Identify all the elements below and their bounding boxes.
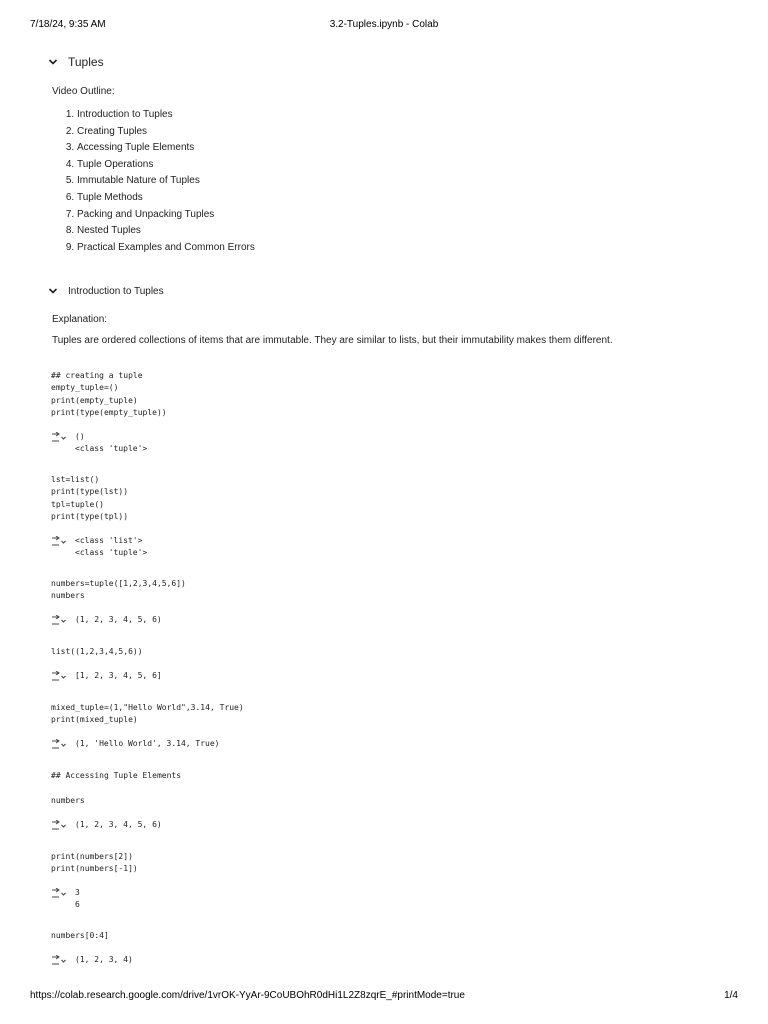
code-cell[interactable]: numbers[0:4] bbox=[51, 931, 109, 940]
output-text: (1, 2, 3, 4) bbox=[75, 955, 133, 964]
output-toggle-icon[interactable] bbox=[51, 888, 67, 899]
cell-output bbox=[51, 887, 80, 910]
output-toggle-icon[interactable] bbox=[51, 536, 67, 547]
output-text: (1, 'Hello World', 3.14, True) bbox=[75, 739, 220, 748]
output-text: 3 6 bbox=[75, 888, 80, 909]
output-text: [1, 2, 3, 4, 5, 6] bbox=[75, 671, 162, 680]
output-toggle-icon[interactable] bbox=[51, 615, 67, 626]
chevron-down-icon[interactable] bbox=[46, 55, 60, 69]
code-cell[interactable]: mixed_tuple=(1,"Hello World",3.14, True) print(mixed_tuple) bbox=[51, 703, 244, 725]
outline-label: Video Outline: bbox=[52, 86, 115, 97]
cell-output bbox=[51, 535, 147, 558]
list-item: 8. Nested Tuples bbox=[77, 223, 255, 240]
cell-output bbox=[51, 954, 133, 966]
output-toggle-icon[interactable] bbox=[51, 671, 67, 682]
list-item: 5. Immutable Nature of Tuples bbox=[77, 173, 255, 190]
code-cell[interactable]: print(numbers[2]) print(numbers[-1]) bbox=[51, 852, 138, 874]
code-cell[interactable]: numbers bbox=[51, 796, 85, 805]
section-heading-tuples[interactable] bbox=[46, 55, 104, 69]
code-cell[interactable]: list((1,2,3,4,5,6)) bbox=[51, 647, 143, 656]
output-text: (1, 2, 3, 4, 5, 6) bbox=[75, 820, 162, 829]
list-item: 6. Tuple Methods bbox=[77, 190, 255, 207]
list-item: 9. Practical Examples and Common Errors bbox=[77, 240, 255, 257]
code-cell[interactable]: ## creating a tuple empty_tuple=() print(empty_tuple) print(type(empty_tuple)) bbox=[51, 371, 167, 418]
list-item: 1. Introduction to Tuples bbox=[77, 107, 255, 124]
code-cell[interactable]: lst=list() print(type(lst)) tpl=tuple() print(type(tpl)) bbox=[51, 475, 129, 522]
explanation-text: Tuples are ordered collections of items that are immutable. They are similar to lists, but their immutability makes them different. bbox=[52, 335, 613, 346]
output-text: (1, 2, 3, 4, 5, 6) bbox=[75, 615, 162, 624]
cell-output bbox=[51, 614, 162, 626]
code-cell[interactable]: numbers=tuple([1,2,3,4,5,6]) numbers bbox=[51, 579, 186, 601]
cell-output bbox=[51, 670, 162, 682]
outline-list bbox=[52, 107, 255, 256]
print-header bbox=[30, 19, 738, 33]
section-title: Tuples bbox=[68, 55, 104, 69]
explanation-label: Explanation: bbox=[52, 314, 108, 325]
cell-output bbox=[51, 738, 220, 750]
list-item: 4. Tuple Operations bbox=[77, 157, 255, 174]
page-number: 1/4 bbox=[724, 990, 738, 1001]
output-toggle-icon[interactable] bbox=[51, 739, 67, 750]
print-footer bbox=[30, 990, 738, 1004]
print-document-title: 3.2-Tuples.ipynb - Colab bbox=[329, 19, 439, 30]
section-title: Introduction to Tuples bbox=[68, 285, 164, 297]
output-text: <class 'list'> <class 'tuple'> bbox=[75, 536, 148, 557]
cell-output bbox=[51, 431, 147, 454]
cell-output bbox=[51, 819, 162, 831]
output-text: () <class 'tuple'> bbox=[75, 432, 148, 453]
list-item: 3. Accessing Tuple Elements bbox=[77, 140, 255, 157]
chevron-down-icon[interactable] bbox=[46, 284, 60, 298]
list-item: 2. Creating Tuples bbox=[77, 124, 255, 141]
list-item: 7. Packing and Unpacking Tuples bbox=[77, 207, 255, 224]
output-toggle-icon[interactable] bbox=[51, 432, 67, 443]
output-toggle-icon[interactable] bbox=[51, 820, 67, 831]
print-url: https://colab.research.google.com/drive/1vrOK-YyAr-9CoUBOhR0dHi1L2Z8zqrE_#printMode=true bbox=[30, 990, 465, 1001]
section-heading-introduction[interactable] bbox=[46, 284, 164, 298]
code-cell[interactable]: ## Accessing Tuple Elements bbox=[51, 771, 182, 780]
output-toggle-icon[interactable] bbox=[51, 955, 67, 966]
print-datetime: 7/18/24, 9:35 AM bbox=[30, 19, 106, 30]
